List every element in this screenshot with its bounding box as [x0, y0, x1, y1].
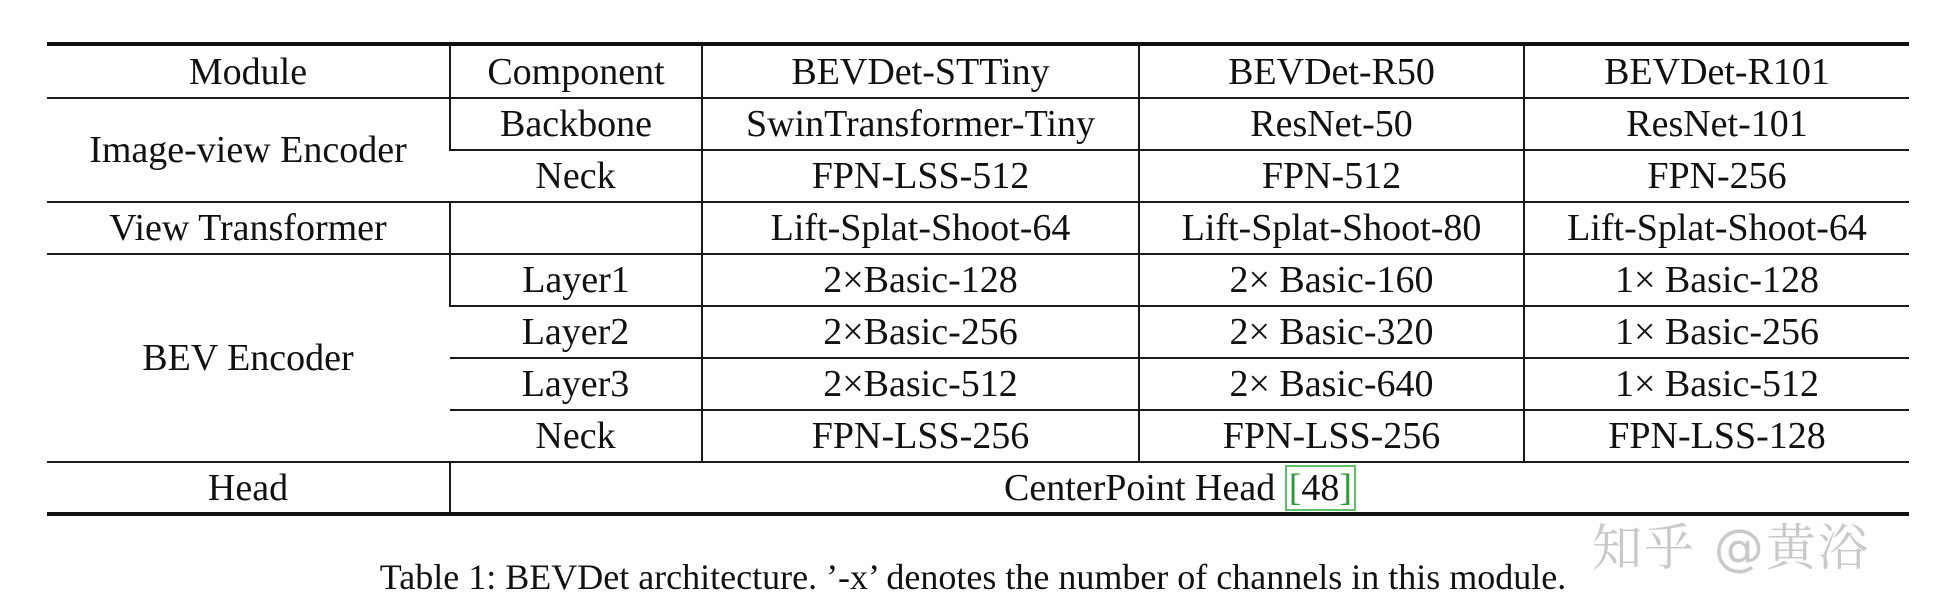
r50-cell: 2× Basic-160: [1139, 254, 1524, 306]
r101-cell: 1× Basic-128: [1524, 254, 1909, 306]
r101-cell: FPN-LSS-128: [1524, 410, 1909, 462]
citation-link[interactable]: [1285, 465, 1356, 511]
component-cell-empty: [450, 202, 702, 254]
r101-cell: Lift-Splat-Shoot-64: [1524, 202, 1909, 254]
header-bevdet-r101: BEVDet-R101: [1524, 44, 1909, 98]
component-cell: Layer1: [450, 254, 702, 306]
r50-cell: 2× Basic-640: [1139, 358, 1524, 410]
component-cell: Layer2: [450, 306, 702, 358]
sttiny-cell: 2×Basic-512: [702, 358, 1139, 410]
head-value-cell: [450, 462, 1909, 514]
sttiny-cell: 2×Basic-256: [702, 306, 1139, 358]
sttiny-cell: Lift-Splat-Shoot-64: [702, 202, 1139, 254]
header-module: Module: [47, 44, 450, 98]
sttiny-cell: 2×Basic-128: [702, 254, 1139, 306]
table-row-head: [47, 462, 1909, 514]
citation-number: 48: [1301, 466, 1340, 509]
sttiny-cell: SwinTransformer-Tiny: [702, 98, 1139, 150]
header-row: [47, 44, 1909, 98]
component-cell: Backbone: [450, 98, 702, 150]
component-cell: Neck: [450, 150, 702, 202]
r50-cell: Lift-Splat-Shoot-80: [1139, 202, 1524, 254]
sttiny-cell: FPN-LSS-512: [702, 150, 1139, 202]
r50-cell: 2× Basic-320: [1139, 306, 1524, 358]
head-value-text: CenterPoint Head: [1003, 466, 1276, 509]
header-component: Component: [450, 44, 702, 98]
component-cell: Layer3: [450, 358, 702, 410]
table-caption: Table 1: BEVDet architecture. ’-x’ denotes the number of channels in this module.: [379, 557, 1567, 597]
r101-cell: 1× Basic-512: [1524, 358, 1909, 410]
architecture-table: [47, 42, 1909, 516]
sttiny-cell: FPN-LSS-256: [702, 410, 1139, 462]
module-head: Head: [47, 462, 450, 514]
citation-close-bracket: ]: [1339, 466, 1353, 509]
table-row-layer1: [47, 254, 1909, 306]
table-row-view-transformer: [47, 202, 1909, 254]
r101-cell: ResNet-101: [1524, 98, 1909, 150]
zhihu-watermark: 知乎 @黄浴: [1592, 519, 1870, 577]
r101-cell: FPN-256: [1524, 150, 1909, 202]
header-bevdet-r50: BEVDet-R50: [1139, 44, 1524, 98]
module-image-view-encoder: Image-view Encoder: [47, 98, 450, 202]
component-cell: Neck: [450, 410, 702, 462]
header-bevdet-sttiny: BEVDet-STTiny: [702, 44, 1139, 98]
r50-cell: FPN-512: [1139, 150, 1524, 202]
r50-cell: ResNet-50: [1139, 98, 1524, 150]
citation-open-bracket: [: [1288, 466, 1302, 509]
r101-cell: 1× Basic-256: [1524, 306, 1909, 358]
r50-cell: FPN-LSS-256: [1139, 410, 1524, 462]
table-row-backbone: [47, 98, 1909, 150]
module-bev-encoder: BEV Encoder: [47, 254, 450, 462]
module-view-transformer: View Transformer: [47, 202, 450, 254]
